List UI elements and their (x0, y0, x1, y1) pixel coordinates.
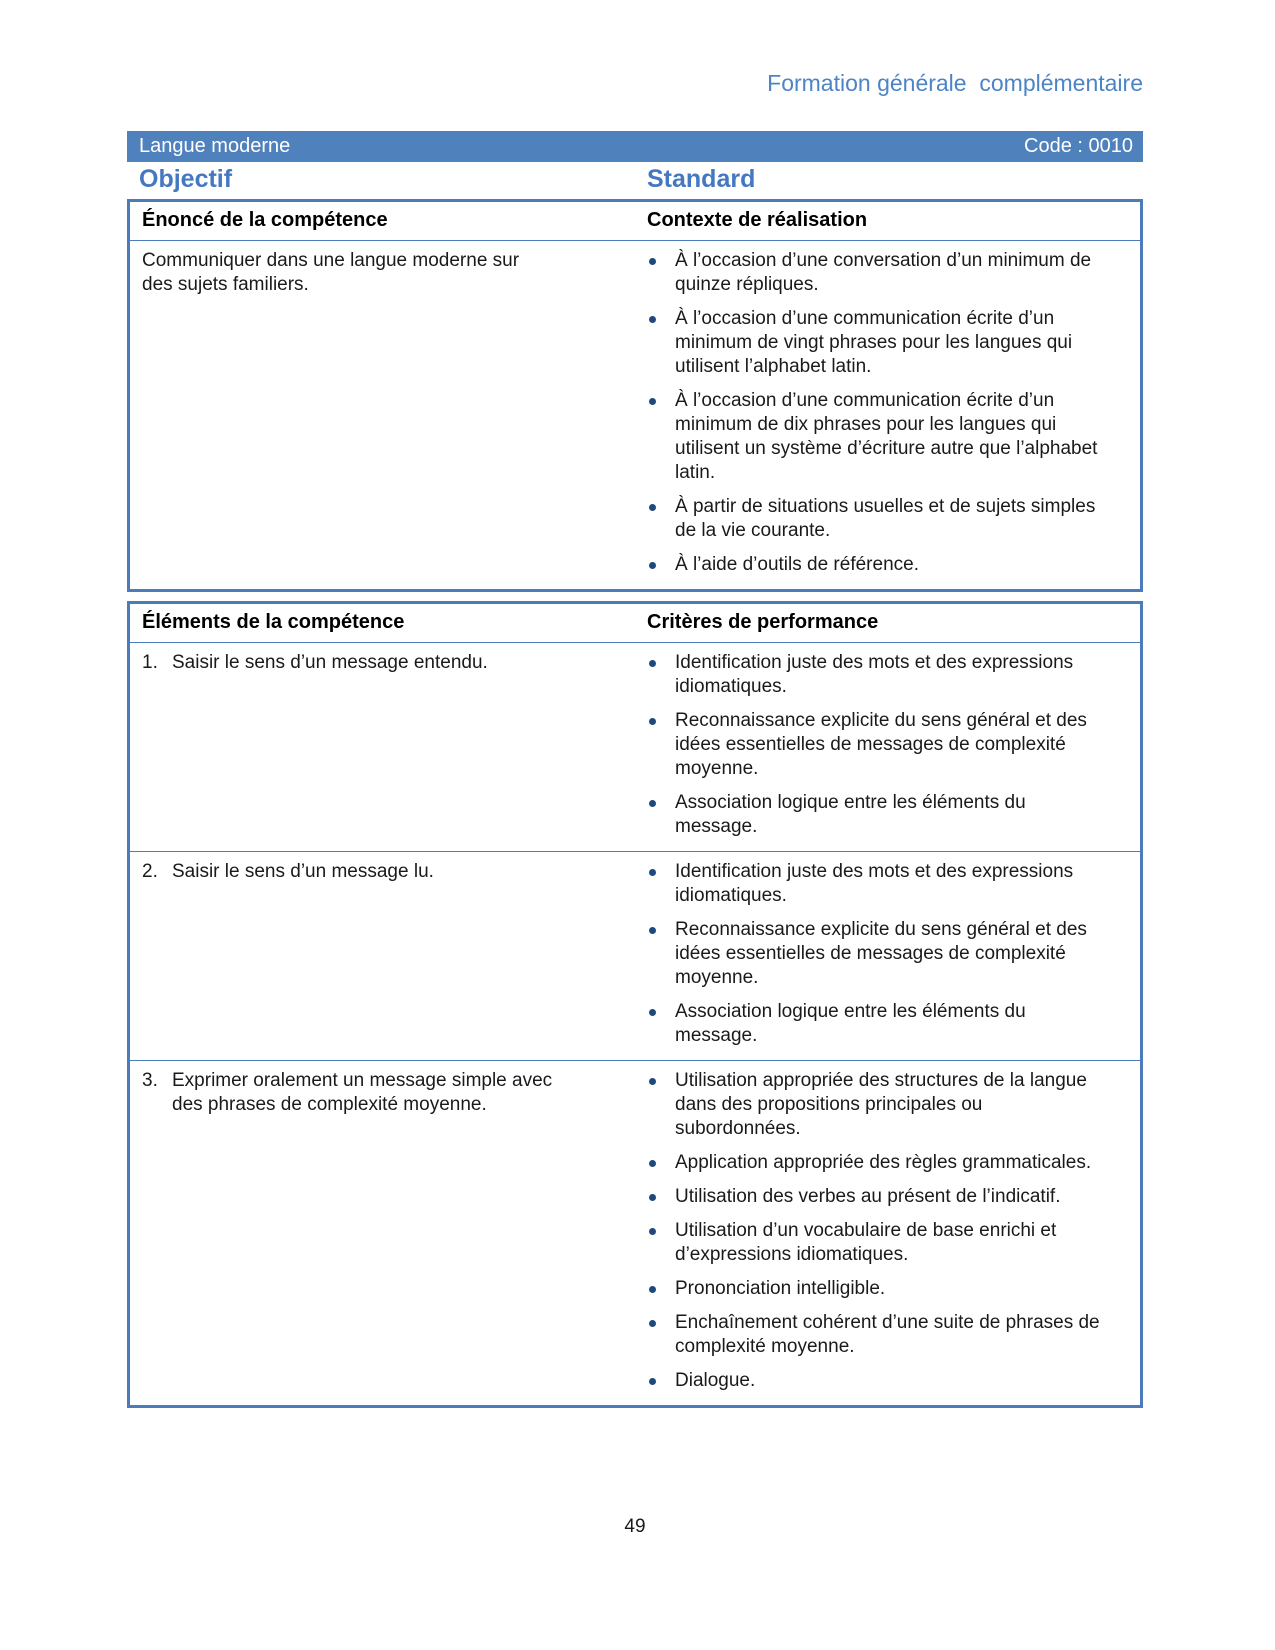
bullet-text: Association logique entre les éléments du message. (675, 1001, 1026, 1046)
bullet-text: Dialogue. (675, 1370, 756, 1391)
table2-row-3 (130, 1060, 1140, 1405)
list-item (647, 249, 1130, 297)
bullet-icon (647, 1000, 675, 1048)
course-name: Langue moderne (139, 134, 291, 157)
bullet-icon (647, 307, 675, 379)
bullet-icon (647, 1369, 675, 1393)
table2-header-row (130, 604, 1140, 643)
table2-row-2 (130, 851, 1140, 1060)
heading-objectif: Objectif (139, 165, 233, 193)
list-item (647, 791, 1130, 839)
bullet-icon (647, 918, 675, 990)
bullet-text: À l’occasion d’une communication écrite d’un minimum de dix phrases pour les langues qui utilisent un système d’écriture autre que l’alphabet latin. (675, 390, 1098, 483)
list-item (647, 1185, 1130, 1209)
table1-body-row (130, 241, 1140, 589)
list-item (647, 918, 1130, 990)
bullet-text: Reconnaissance explicite du sens général et des idées essentielles de messages de complexité moyenne. (675, 919, 1087, 988)
list-item (647, 1277, 1130, 1301)
context-cell (635, 241, 1140, 589)
table2-row-1 (130, 643, 1140, 851)
bullet-icon (647, 389, 675, 485)
list-item (647, 553, 1130, 577)
list-item (647, 1151, 1130, 1175)
bullet-text: Identification juste des mots et des expressions idiomatiques. (675, 861, 1074, 906)
competency-statement-table (127, 199, 1143, 592)
bullet-icon (647, 1277, 675, 1301)
course-title-bar (127, 131, 1143, 162)
elements-criteria-table (127, 601, 1143, 1408)
bullet-icon (647, 1219, 675, 1267)
bullet-icon (647, 709, 675, 781)
list-item (647, 307, 1130, 379)
bullet-icon (647, 495, 675, 543)
list-item (647, 389, 1130, 485)
bullet-text: À partir de situations usuelles et de sujets simples de la vie courante. (675, 496, 1096, 541)
list-item (647, 495, 1130, 543)
bullet-icon (647, 553, 675, 577)
element-number: 3. (142, 1070, 158, 1091)
table1-col2-header: Contexte de réalisation (647, 209, 868, 231)
list-item (647, 1311, 1130, 1359)
table2-col2-header: Critères de performance (647, 611, 879, 633)
bullet-icon (647, 860, 675, 908)
criteria-cell (635, 643, 1140, 851)
criteria-list (647, 860, 1130, 1048)
list-item (647, 1369, 1130, 1393)
bullet-text: À l’occasion d’une conversation d’un minimum de quinze répliques. (675, 250, 1092, 295)
list-item (647, 709, 1130, 781)
heading-standard: Standard (647, 165, 756, 193)
bullet-icon (647, 1185, 675, 1209)
list-item (647, 1000, 1130, 1048)
bullet-text: Association logique entre les éléments du message. (675, 792, 1026, 837)
table2-col1-header: Éléments de la compétence (142, 611, 405, 633)
element-item (142, 1069, 625, 1117)
table1-header-row (130, 202, 1140, 241)
bullet-text: Utilisation appropriée des structures de la langue dans des propositions principales ou subordonnées. (675, 1070, 1087, 1139)
criteria-cell (635, 852, 1140, 1060)
element-number: 2. (142, 861, 158, 882)
element-text: Exprimer oralement un message simple avec des phrases de complexité moyenne. (172, 1070, 553, 1115)
criteria-list (647, 1069, 1130, 1393)
criteria-cell (635, 1061, 1140, 1405)
page-content (127, 0, 1143, 1408)
bullet-text: Prononciation intelligible. (675, 1278, 886, 1299)
element-text: Saisir le sens d’un message lu. (172, 861, 434, 882)
table1-col1-header: Énoncé de la compétence (142, 209, 388, 231)
page-number: 49 (624, 1516, 646, 1537)
element-cell (130, 852, 635, 1060)
course-code: Code : 0010 (1024, 134, 1133, 157)
element-item (142, 860, 625, 884)
context-bullet-list (647, 249, 1130, 577)
bullet-text: Enchaînement cohérent d’une suite de phrases de complexité moyenne. (675, 1312, 1100, 1357)
element-cell (130, 643, 635, 851)
running-header: Formation générale complémentaire (767, 70, 1143, 96)
list-item (647, 860, 1130, 908)
competency-statement: Communiquer dans une langue moderne sur des sujets familiers. (142, 250, 520, 295)
bullet-text: Application appropriée des règles grammaticales. (675, 1152, 1092, 1173)
list-item (647, 1219, 1130, 1267)
list-item (647, 651, 1130, 699)
element-cell (130, 1061, 635, 1405)
bullet-text: Identification juste des mots et des expressions idiomatiques. (675, 652, 1074, 697)
list-item (647, 1069, 1130, 1141)
section-headings (127, 165, 1143, 194)
bullet-icon (647, 1311, 675, 1359)
element-text: Saisir le sens d’un message entendu. (172, 652, 488, 673)
bullet-icon (647, 651, 675, 699)
criteria-list (647, 651, 1130, 839)
bullet-icon (647, 1069, 675, 1141)
bullet-text: Reconnaissance explicite du sens général et des idées essentielles de messages de complexité moyenne. (675, 710, 1087, 779)
element-number: 1. (142, 652, 158, 673)
bullet-text: Utilisation des verbes au présent de l’indicatif. (675, 1186, 1061, 1207)
bullet-icon (647, 249, 675, 297)
bullet-icon (647, 1151, 675, 1175)
bullet-icon (647, 791, 675, 839)
element-item (142, 651, 625, 675)
bullet-text: À l’aide d’outils de référence. (675, 554, 919, 575)
bullet-text: À l’occasion d’une communication écrite d’un minimum de vingt phrases pour les langues qui utilisent l’alphabet latin. (675, 308, 1073, 377)
bullet-text: Utilisation d’un vocabulaire de base enrichi et d’expressions idiomatiques. (675, 1220, 1057, 1265)
